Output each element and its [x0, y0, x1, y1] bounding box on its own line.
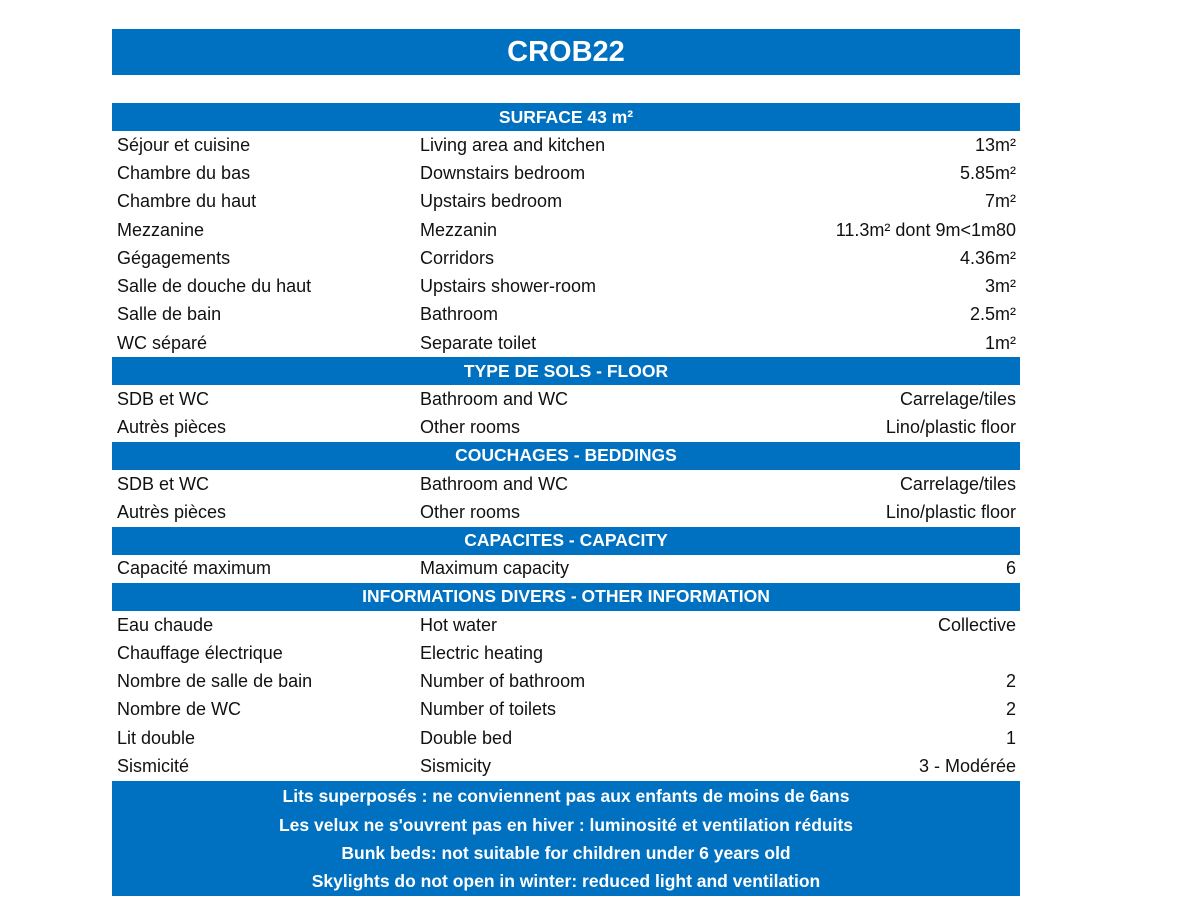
label-french: Chambre du haut — [117, 191, 257, 212]
table-row — [112, 244, 1020, 272]
label-french: Salle de douche du haut — [117, 276, 312, 297]
row-value: 1 — [1005, 727, 1016, 748]
label-french: Mezzanine — [117, 219, 205, 240]
table-row — [112, 752, 1020, 780]
label-french: Salle de bain — [117, 304, 222, 325]
label-french: Chauffage électrique — [117, 642, 283, 663]
section-header: CAPACITES - CAPACITY — [112, 527, 1020, 555]
table-row — [112, 131, 1020, 159]
label-french: Autrès pièces — [117, 501, 227, 522]
label-english: Mezzanin — [420, 219, 498, 240]
row-value: 4.36m² — [959, 247, 1016, 268]
section-block — [112, 527, 1020, 583]
table-row — [112, 272, 1020, 300]
label-french: Gégagements — [117, 247, 231, 268]
info-sheet — [112, 103, 1020, 896]
row-value: Collective — [937, 614, 1016, 635]
row-value: Carrelage/tiles — [899, 473, 1016, 494]
section-header: INFORMATIONS DIVERS - OTHER INFORMATION — [112, 583, 1020, 611]
row-value: 1m² — [985, 332, 1016, 353]
section-block — [112, 442, 1020, 527]
row-value: 5.85m² — [959, 162, 1016, 183]
label-english: Upstairs shower-room — [420, 276, 597, 297]
page-title: CROB22 — [112, 29, 1020, 75]
note-line: Skylights do not open in winter: reduced light and ventilation — [311, 871, 821, 892]
row-value: 7m² — [985, 191, 1016, 212]
table-row — [112, 385, 1020, 413]
notes-block — [112, 781, 1020, 896]
label-french: Autrès pièces — [117, 417, 227, 438]
note-line: Bunk beds: not suitable for children under 6 years old — [341, 842, 791, 863]
label-english: Upstairs bedroom — [420, 191, 563, 212]
row-value: 13m² — [974, 134, 1016, 155]
section-block — [112, 583, 1020, 781]
label-french: SDB et WC — [117, 473, 210, 494]
label-english: Maximum capacity — [420, 558, 570, 579]
table-row — [112, 414, 1020, 442]
label-english: Other rooms — [420, 417, 521, 438]
table-row — [112, 498, 1020, 526]
label-french: Capacité maximum — [117, 558, 272, 579]
row-value: 6 — [1005, 558, 1016, 579]
note-line: Lits superposés : ne conviennent pas aux enfants de moins de 6ans — [282, 786, 850, 807]
row-value: Lino/plastic floor — [885, 501, 1016, 522]
label-english: Bathroom and WC — [420, 389, 569, 410]
label-english: Hot water — [420, 614, 498, 635]
row-value: 3m² — [985, 276, 1016, 297]
table-row — [112, 667, 1020, 695]
label-english: Other rooms — [420, 501, 521, 522]
label-french: Eau chaude — [117, 614, 214, 635]
label-english: Number of bathroom — [420, 671, 586, 692]
label-english: Living area and kitchen — [420, 134, 606, 155]
table-row — [112, 555, 1020, 583]
row-value: Lino/plastic floor — [885, 417, 1016, 438]
label-english: Double bed — [420, 727, 513, 748]
row-value: 2 — [1005, 699, 1016, 720]
section-block — [112, 357, 1020, 442]
label-french: Lit double — [117, 727, 196, 748]
label-french: WC séparé — [117, 332, 208, 353]
table-row — [112, 159, 1020, 187]
section-header: SURFACE 43 m² — [112, 103, 1020, 131]
table-row — [112, 696, 1020, 724]
row-value: 11.3m² dont 9m<1m80 — [835, 219, 1016, 240]
label-english: Electric heating — [420, 642, 544, 663]
label-english: Number of toilets — [420, 699, 557, 720]
note-line: Les velux ne s'ouvrent pas en hiver : luminosité et ventilation réduits — [278, 814, 854, 835]
label-english: Bathroom — [420, 304, 499, 325]
label-french: Nombre de WC — [117, 699, 242, 720]
label-french: Chambre du bas — [117, 162, 251, 183]
row-value: 3 - Modérée — [918, 755, 1016, 776]
section-header: COUCHAGES - BEDDINGS — [112, 442, 1020, 470]
table-row — [112, 470, 1020, 498]
label-english: Corridors — [420, 247, 495, 268]
label-french: Nombre de salle de bain — [117, 671, 313, 692]
label-english: Separate toilet — [420, 332, 537, 353]
table-row — [112, 216, 1020, 244]
table-row — [112, 611, 1020, 639]
label-english: Sismicity — [420, 755, 491, 776]
row-value: Carrelage/tiles — [899, 389, 1016, 410]
table-row — [112, 639, 1020, 667]
label-french: SDB et WC — [117, 389, 210, 410]
table-row — [112, 301, 1020, 329]
row-value: 2 — [1005, 671, 1016, 692]
label-french: Sismicité — [117, 755, 190, 776]
label-french: Séjour et cuisine — [117, 134, 251, 155]
label-english: Bathroom and WC — [420, 473, 569, 494]
section-header: TYPE DE SOLS - FLOOR — [112, 357, 1020, 385]
row-value: 2.5m² — [969, 304, 1016, 325]
table-row — [112, 188, 1020, 216]
section-block — [112, 103, 1020, 357]
label-english: Downstairs bedroom — [420, 162, 586, 183]
table-row — [112, 329, 1020, 357]
table-row — [112, 724, 1020, 752]
